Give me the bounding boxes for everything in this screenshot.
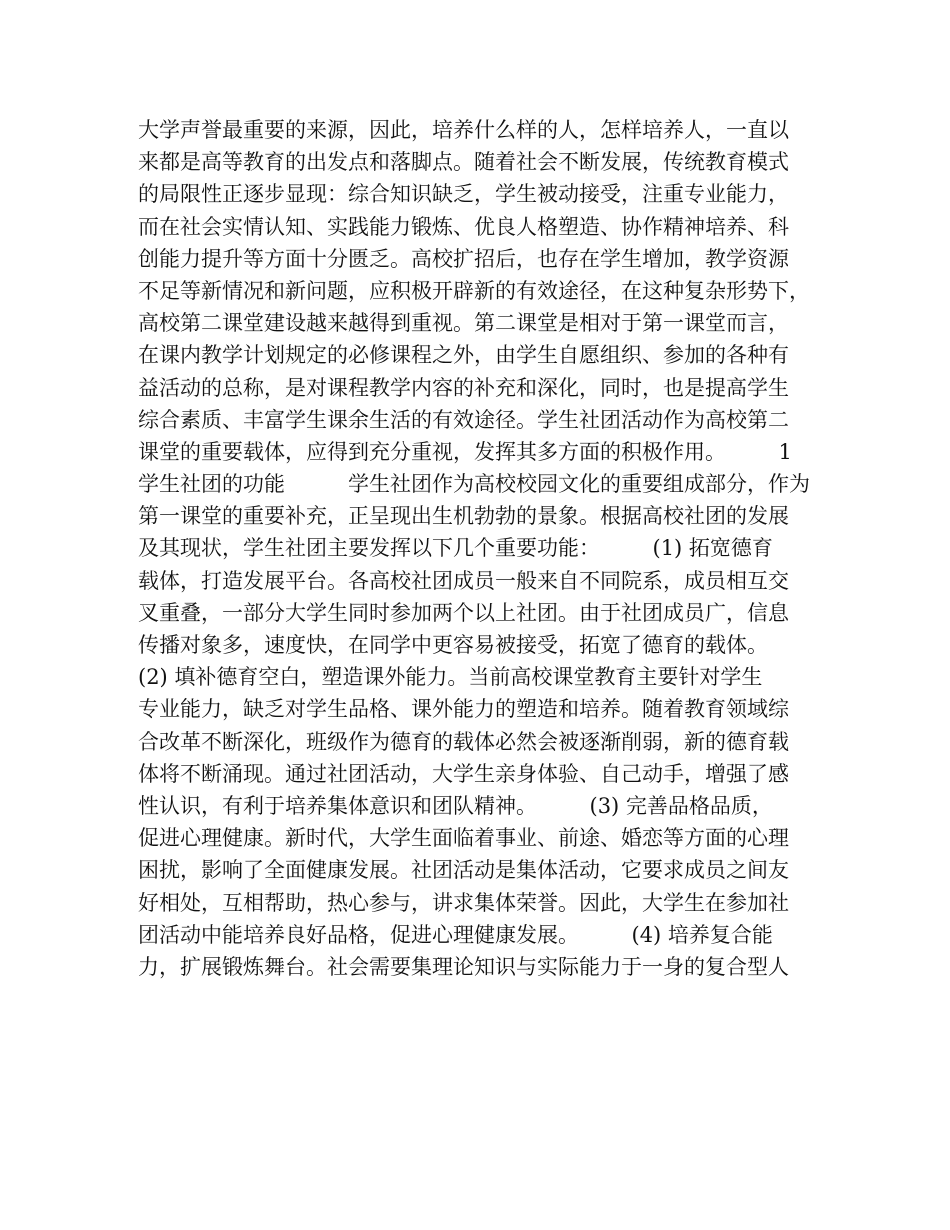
text-line: 及其现状，学生社团主要发挥以下几个重要功能： (1) 拓宽德育 (138, 536, 773, 561)
text-line: 益活动的总称，是对课程教学内容的补充和深化，同时，也是提高学生 (138, 375, 789, 400)
text-line: 综合素质、丰富学生课余生活的有效途径。学生社团活动作为高校第二 (138, 407, 789, 432)
text-line: 而在社会实情认知、实践能力锻炼、优良人格塑造、协作精神培养、科 (138, 214, 789, 239)
text-line: 合改革不断深化，班级作为德育的载体必然会被逐渐削弱，新的德育载 (138, 729, 789, 754)
text-line: 叉重叠，一部分大学生同时参加两个以上社团。由于社团成员广，信息 (138, 600, 789, 625)
text-line: 力，扩展锻炼舞台。社会需要集理论知识与实际能力于一身的复合型人 (138, 954, 789, 979)
text-line: 来都是高等教育的出发点和落脚点。随着社会不断发展，传统教育模式 (138, 150, 789, 175)
text-line: 载体，打造发展平台。各高校社团成员一般来自不同院系，成员相互交 (138, 568, 789, 593)
text-line: 学生社团的功能 学生社团作为高校校园文化的重要组成部分，作为 (138, 472, 810, 497)
text-line: 的局限性正逐步显现：综合知识缺乏，学生被动接受，注重专业能力， (138, 182, 789, 207)
text-line: 高校第二课堂建设越来越得到重视。第二课堂是相对于第一课堂而言， (138, 311, 789, 336)
text-line: 困扰，影响了全面健康发展。社团活动是集体活动，它要求成员之间友 (138, 858, 789, 883)
text-line: 课堂的重要载体，应得到充分重视，发挥其多方面的积极作用。 1 (138, 439, 792, 464)
body-text (138, 114, 828, 983)
text-line: 不足等新情况和新问题，应积极开辟新的有效途径，在这种复杂形势下， (138, 278, 810, 303)
text-line: (2) 填补德育空白，塑造课外能力。当前高校课堂教育主要针对学生 (138, 665, 763, 690)
text-line: 传播对象多，速度快，在同学中更容易被接受，拓宽了德育的载体。 (138, 633, 768, 657)
text-line: 性认识，有利于培养集体意识和团队精神。 (3) 完善品格品质， (138, 793, 773, 818)
text-line: 专业能力，缺乏对学生品格、课外能力的塑造和培养。随着教育领域综 (138, 697, 789, 722)
text-line: 创能力提升等方面十分匮乏。高校扩招后，也存在学生增加，教学资源 (138, 246, 789, 271)
text-line: 第一课堂的重要补充，正呈现出生机勃勃的景象。根据高校社团的发展 (138, 504, 789, 529)
text-line: 大学声誉最重要的来源，因此，培养什么样的人，怎样培养人，一直以 (138, 118, 789, 142)
text-line: 促进心理健康。新时代，大学生面临着事业、前途、婚恋等方面的心理 (138, 826, 789, 851)
text-line: 团活动中能培养良好品格，促进心理健康发展。 (4) 培养复合能 (138, 922, 773, 947)
text-line: 体将不断涌现。通过社团活动，大学生亲身体验、自己动手，增强了感 (138, 761, 789, 786)
text-line: 好相处，互相帮助，热心参与，讲求集体荣誉。因此，大学生在参加社 (138, 890, 789, 915)
text-line: 在课内教学计划规定的必修课程之外，由学生自愿组织、参加的各种有 (138, 343, 789, 368)
